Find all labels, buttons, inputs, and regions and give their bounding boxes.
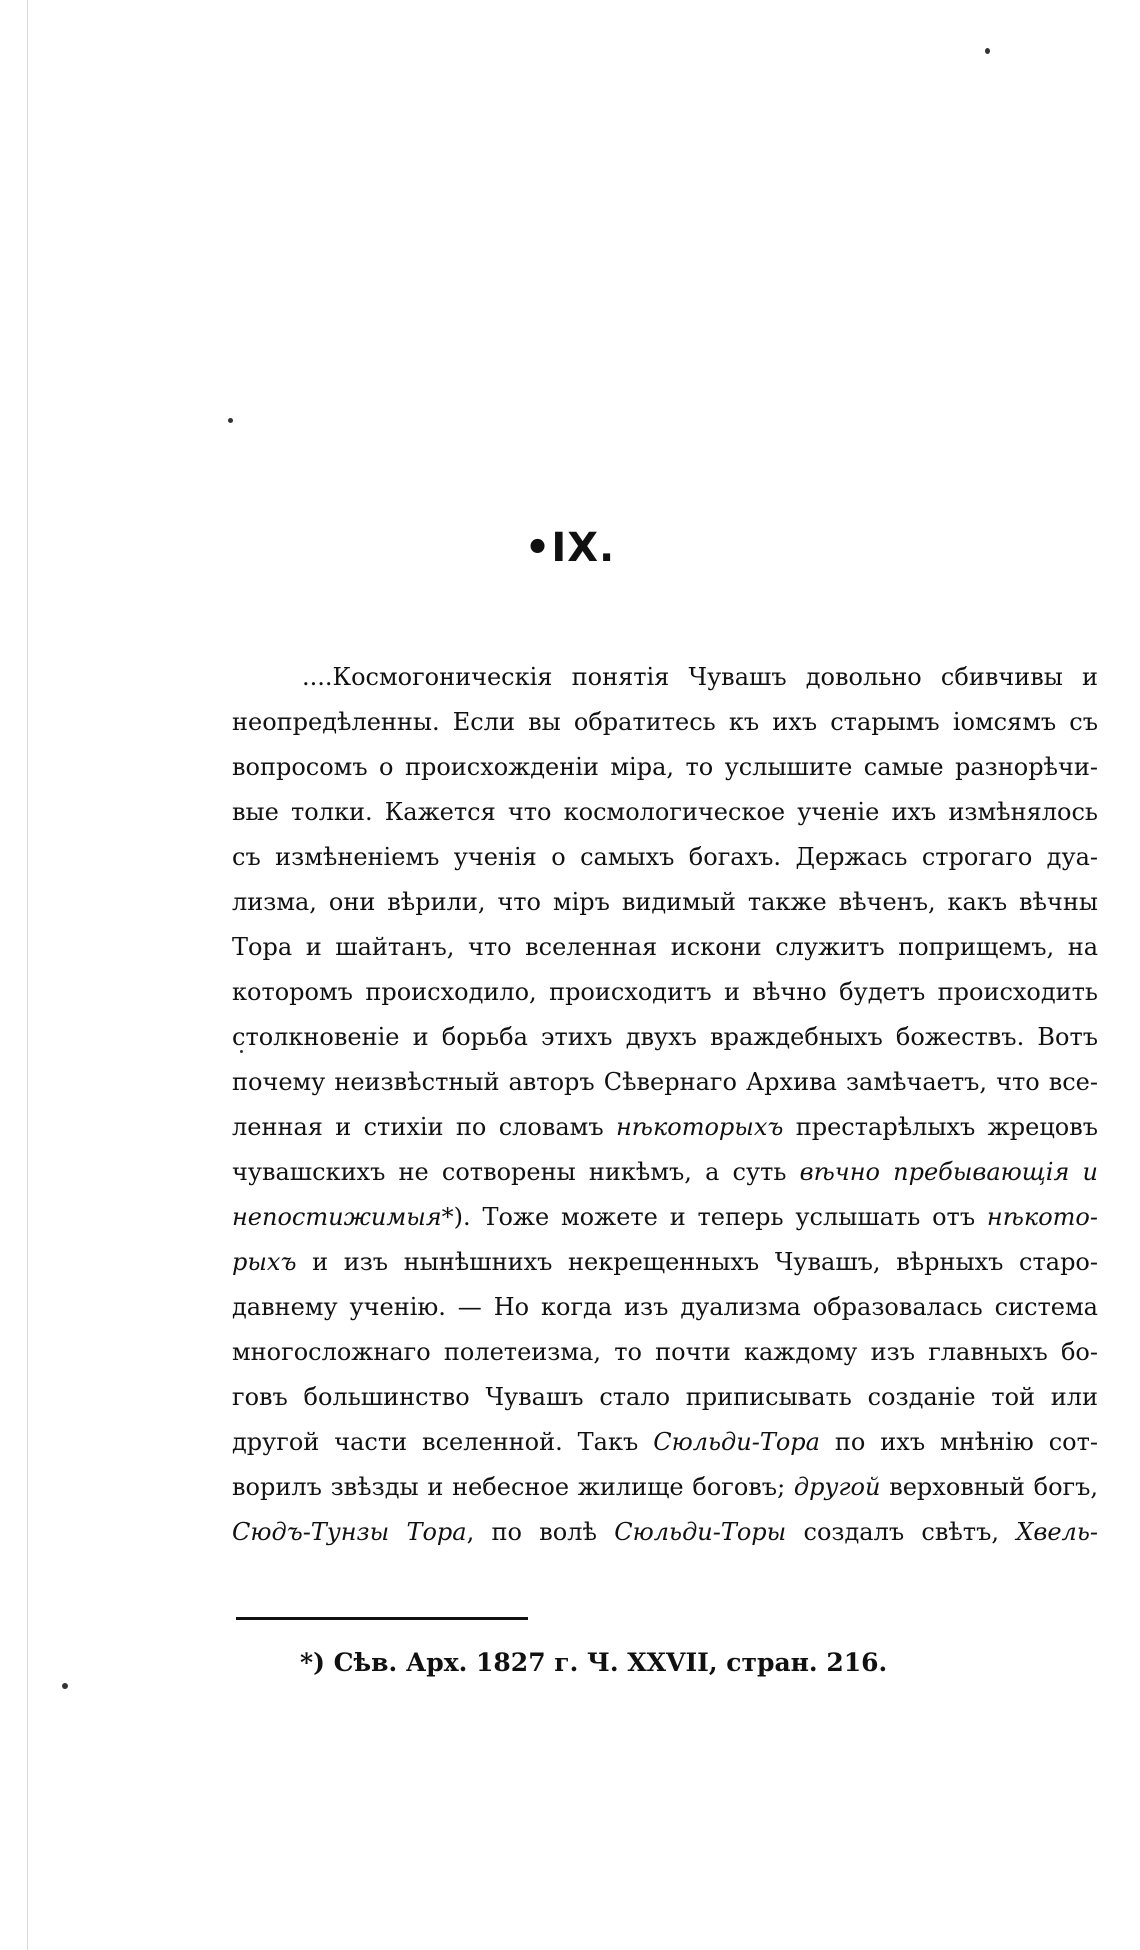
text-segment: ворилъ звѣзды и небесное жилище боговъ; <box>232 1473 786 1501</box>
text-line: вые толки. Кажется что космологическое ученіе ихъ измѣнялось <box>232 798 1098 826</box>
text-line <box>232 1420 1098 1465</box>
scan-speck <box>62 1683 68 1689</box>
text-segment: , по волѣ <box>466 1518 597 1546</box>
italic-term: другой <box>793 1473 881 1501</box>
text-line: неопредѣленны. Если вы обратитесь къ ихъ старымъ іомсямъ съ <box>232 708 1098 736</box>
text-line <box>232 1195 1098 1240</box>
page-edge-line <box>27 0 28 1950</box>
text-segment: престарѣлыхъ жрецовъ <box>795 1113 1098 1141</box>
text-segment: по ихъ мнѣнію сот- <box>834 1428 1098 1456</box>
text-line: многосложнаго полетеизма, то почти каждому изъ главныхъ бо- <box>232 1338 1098 1366</box>
text-line: которомъ происходило, происходитъ и вѣчно будетъ происходить <box>232 978 1098 1006</box>
text-segment: чувашскихъ не сотворены никѣмъ, а суть <box>232 1158 787 1186</box>
text-line <box>232 1105 1098 1150</box>
text-segment: верховный богъ, <box>889 1473 1098 1501</box>
footnote-divider <box>236 1617 528 1620</box>
text-line: лизма, они вѣрили, что міръ видимый также вѣченъ, какъ вѣчны <box>232 888 1098 916</box>
text-segment: ленная и стихіи по словамъ <box>232 1113 604 1141</box>
text-line: вопросомъ о происхожденіи міра, то услышите самые разнорѣчи- <box>232 753 1098 781</box>
text-line: Тора и шайтанъ, что вселенная искони служитъ поприщемъ, на <box>232 933 1098 961</box>
italic-term: непостижимыя <box>232 1203 442 1231</box>
text-line: давнему ученію. — Но когда изъ дуализма образовалась система <box>232 1293 1098 1321</box>
italic-term: вѣчно пребывающія и <box>799 1158 1098 1186</box>
text-line: говъ большинство Чувашъ стало приписывать созданіе той или <box>232 1383 1098 1411</box>
text-line: ....Космогоническія понятія Чувашъ довольно сбивчивы и <box>302 663 1098 691</box>
text-line: почему неизвѣстный авторъ Сѣвернаго Архива замѣчаетъ, что все- <box>232 1068 1098 1096</box>
text-line <box>232 1465 1098 1510</box>
text-line: съ измѣненіемъ ученія о самыхъ богахъ. Держась строгаго дуа- <box>232 843 1098 871</box>
text-segment: создалъ свѣтъ, <box>803 1518 999 1546</box>
italic-term: нѣкоторыхъ <box>615 1113 784 1141</box>
italic-term: нѣкото- <box>986 1203 1098 1231</box>
text-segment: другой части вселенной. Такъ <box>232 1428 639 1456</box>
scan-speck <box>985 48 990 54</box>
text-line <box>232 1240 1098 1285</box>
scan-speck <box>228 418 233 423</box>
italic-term: Хвель- <box>1016 1518 1098 1546</box>
text-segment: и изъ нынѣшнихъ некрещенныхъ Чувашъ, вѣрныхъ старо- <box>312 1248 1098 1276</box>
text-line <box>232 1150 1098 1195</box>
chapter-number: •IX. <box>524 525 616 571</box>
text-line <box>232 1510 1098 1555</box>
body-text <box>232 655 1098 1555</box>
text-segment: *). Тоже можете и теперь услышать отъ <box>441 1203 976 1231</box>
italic-term: Сюльди-Торы <box>614 1518 787 1546</box>
italic-term: рыхъ <box>232 1248 297 1276</box>
italic-term: Сюльди-Тора <box>653 1428 820 1456</box>
text-line: столкновеніе и борьба этихъ двухъ враждебныхъ божествъ. Вотъ <box>232 1023 1098 1051</box>
italic-term: Сюдъ-Тунзы Тора <box>232 1518 467 1546</box>
footnote: *) Сѣв. Арх. 1827 г. Ч. XXVII, стран. 216. <box>300 1648 888 1677</box>
